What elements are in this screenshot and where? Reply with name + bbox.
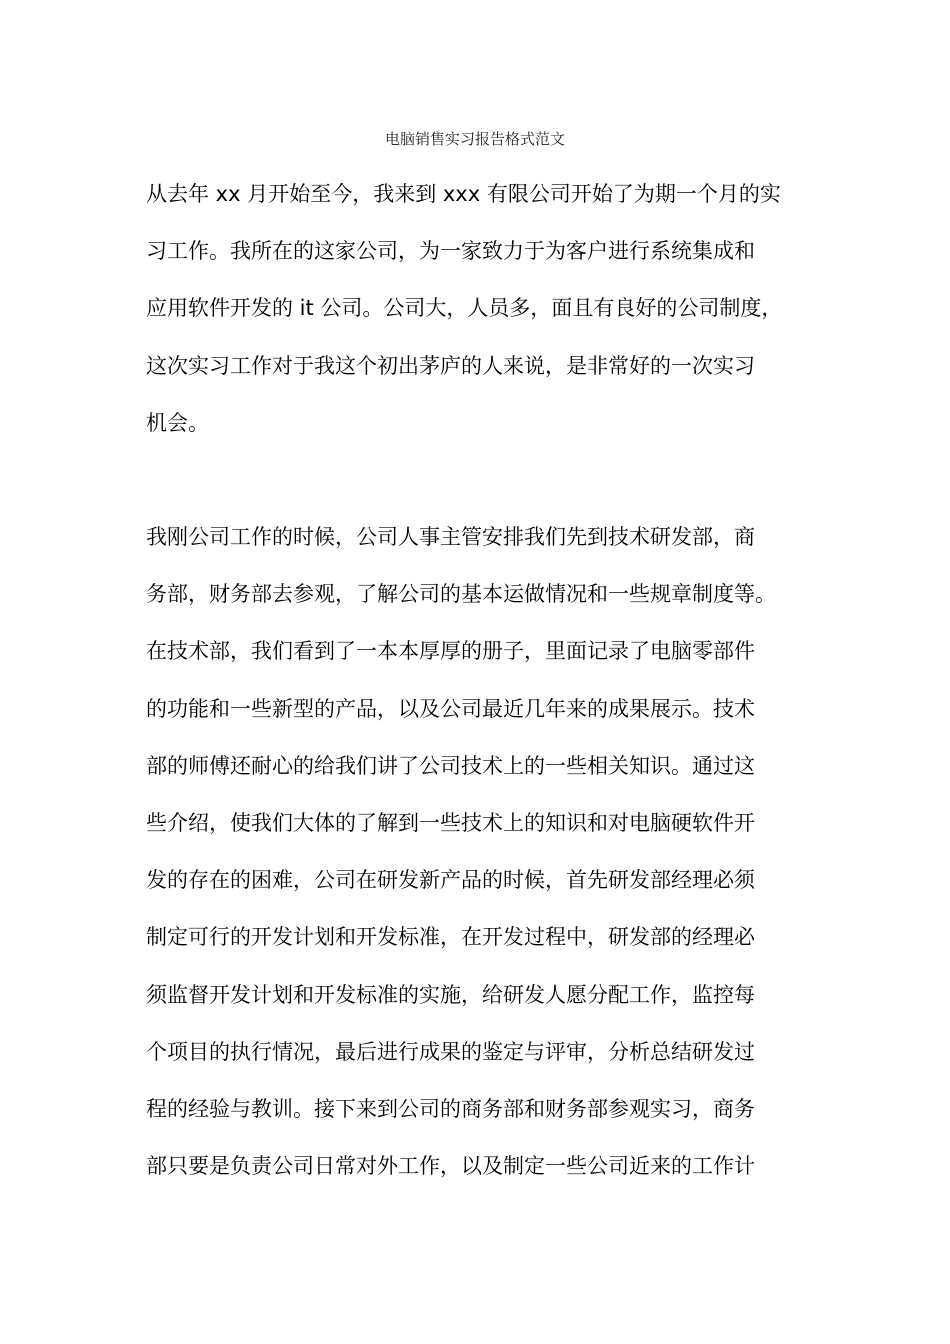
paragraph-line: 机会。 xyxy=(146,410,209,435)
paragraph-line: 的功能和一些新型的产品，以及公司最近几年来的成果展示。技术 xyxy=(146,696,755,721)
paragraph-line: 部只要是负责公司日常对外工作，以及制定一些公司近来的工作计 xyxy=(146,1154,755,1179)
paragraph-line: 在技术部，我们看到了一本本厚厚的册子，里面记录了电脑零部件 xyxy=(146,639,755,664)
document-title: 电脑销售实习报告格式范文 xyxy=(384,130,565,148)
paragraph-1 xyxy=(146,166,826,452)
paragraph-line: 些介绍，使我们大体的了解到一些技术上的知识和对电脑硬软件开 xyxy=(146,810,755,835)
paragraph-line: 发的存在的困难，公司在研发新产品的时候，首先研发部经理必须 xyxy=(146,868,755,893)
paragraph-line: 个项目的执行情况，最后进行成果的鉴定与评审，分析总结研发过 xyxy=(146,1039,755,1064)
paragraph-line: 这次实习工作对于我这个初出茅庐的人来说，是非常好的一次实习 xyxy=(146,353,755,378)
paragraph-line: 从去年 xx 月开始至今，我来到 xxx 有限公司开始了为期一个月的实 xyxy=(146,182,781,206)
paragraph-line: 习工作。我所在的这家公司，为一家致力于为客户进行系统集成和 xyxy=(146,239,755,264)
paragraph-line: 我刚公司工作的时候，公司人事主管安排我们先到技术研发部，商 xyxy=(146,525,755,549)
paragraph-line: 部的师傅还耐心的给我们讲了公司技术上的一些相关知识。通过这 xyxy=(146,753,755,778)
paragraph-line: 应用软件开发的 it 公司。公司大，人员多，面且有良好的公司制度， xyxy=(146,296,783,321)
paragraph-line: 须监督开发计划和开发标准的实施，给研发人愿分配工作，监控每 xyxy=(146,982,755,1007)
paragraph-2 xyxy=(146,509,826,1195)
paragraph-line: 制定可行的开发计划和开发标准，在开发过程中，研发部的经理必 xyxy=(146,925,755,950)
paragraph-line: 务部，财务部去参观，了解公司的基本运做情况和一些规章制度等。 xyxy=(146,582,776,607)
paragraph-line: 程的经验与教训。接下来到公司的商务部和财务部参观实习，商务 xyxy=(146,1096,755,1121)
